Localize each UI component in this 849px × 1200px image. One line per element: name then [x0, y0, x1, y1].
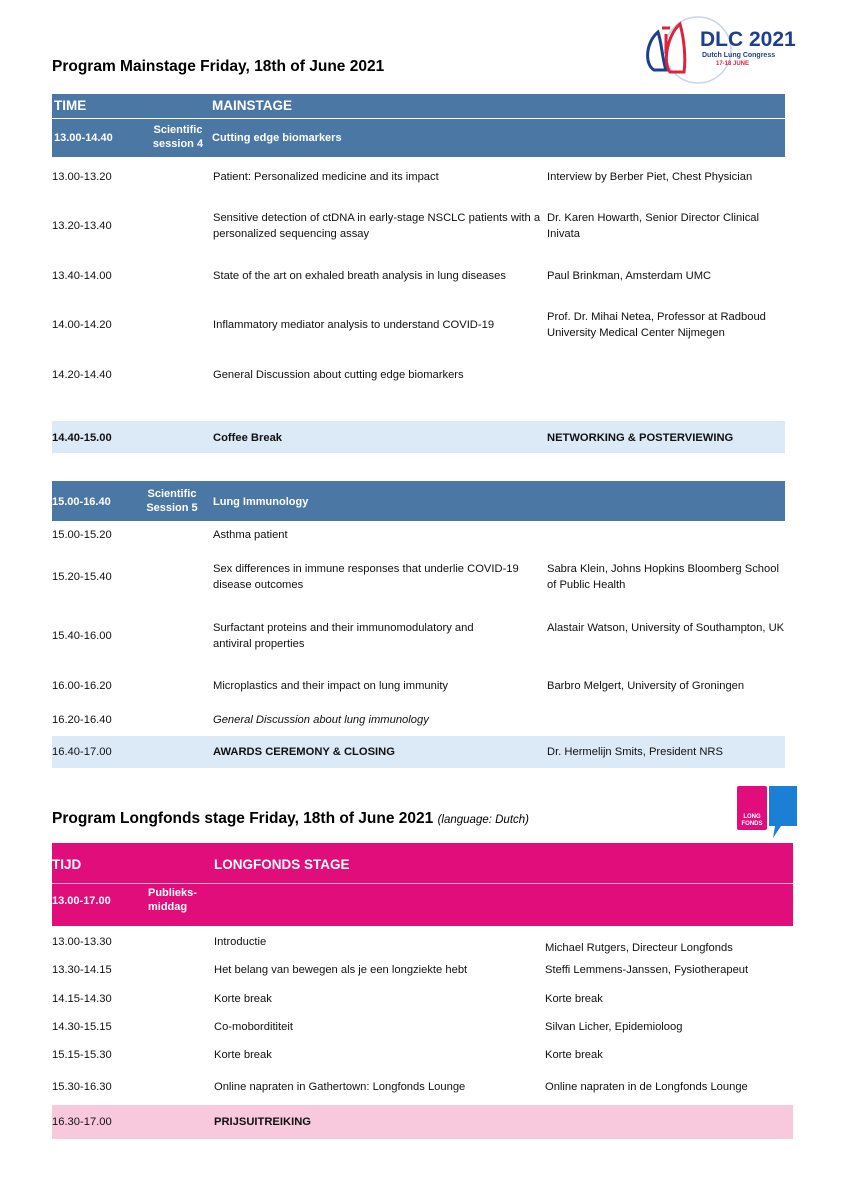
row-topic: PRIJSUITREIKING [214, 1116, 311, 1128]
row-time: 14.15-14.30 [52, 993, 112, 1005]
logo-subtitle: Dutch Lung Congress [702, 52, 776, 59]
row-time: 16.30-17.00 [52, 1116, 112, 1128]
row-topic: Surfactant proteins and their immunomodulatory and antiviral properties [213, 622, 474, 650]
session-4-header [52, 119, 785, 157]
session-title: Cutting edge biomarkers [212, 132, 342, 144]
row-speaker: Silvan Licher, Epidemioloog [545, 1021, 683, 1033]
row-topic: AWARDS CEREMONY & CLOSING [213, 746, 395, 758]
row-time: 15.20-15.40 [52, 571, 112, 583]
row-speaker: Korte break [545, 1049, 603, 1061]
logo-title: DLC 2021 [700, 28, 796, 51]
logo-dates: 17-18 JUNE [716, 61, 750, 67]
row-time: 13.00-13.20 [52, 171, 112, 183]
session-label: Publieks-middag [148, 887, 197, 913]
mainstage-table-header [52, 94, 785, 118]
row-time: 13.20-13.40 [52, 220, 112, 232]
row-time: 14.30-15.15 [52, 1021, 112, 1033]
session-label: Scientific Session 5 [146, 488, 198, 514]
stage-column-header: MAINSTAGE [212, 98, 292, 113]
row-topic: Sensitive detection of ctDNA in early-stage NSCLC patients with a personalized sequencing assay [213, 212, 541, 240]
row-topic: Microplastics and their impact on lung immunity [213, 680, 449, 692]
row-speaker: Dr. Karen Howarth, Senior Director Clinical Inivata [547, 212, 760, 240]
row-topic: Korte break [214, 993, 272, 1005]
session-label: Scientific session 4 [152, 124, 204, 150]
time-column-header: TIJD [52, 857, 82, 872]
row-time: 16.40-17.00 [52, 746, 112, 758]
row-speaker: Korte break [545, 993, 603, 1005]
session-time: 13.00-14.40 [54, 132, 113, 144]
row-time: 16.20-16.40 [52, 714, 112, 726]
awards-row [52, 736, 785, 768]
row-time: 13.30-14.15 [52, 964, 112, 976]
mainstage-heading: Program Mainstage Friday, 18th of June 2021 [52, 58, 385, 75]
longfonds-heading [52, 810, 529, 828]
row-topic: Sex differences in immune responses that underlie COVID-19 disease outcomes [213, 563, 519, 591]
row-speaker: Paul Brinkman, Amsterdam UMC [547, 270, 712, 282]
row-time: 14.40-15.00 [52, 432, 112, 444]
row-speaker: Sabra Klein, Johns Hopkins Bloomberg School of Public Health [547, 563, 779, 591]
time-column-header: TIME [54, 98, 87, 113]
row-speaker: Prof. Dr. Mihai Netea, Professor at Radboud University Medical Center Nijmegen [547, 311, 766, 339]
row-topic: Online napraten in Gathertown: Longfonds Lounge [214, 1081, 466, 1093]
row-topic: Asthma patient [213, 529, 288, 541]
prijsuitreiking-row [52, 1105, 793, 1139]
row-time: 15.40-16.00 [52, 630, 112, 642]
row-topic: Coffee Break [213, 432, 283, 444]
row-topic: Het belang van bewegen als je een longziekte hebt [214, 964, 468, 976]
longfonds-table-header [52, 843, 793, 883]
row-time: 14.20-14.40 [52, 369, 112, 381]
row-time: 13.00-13.30 [52, 936, 112, 948]
heading-text: Program Longfonds stage Friday, 18th of June 2021 [52, 810, 434, 827]
session-title: Lung Immunology [213, 496, 309, 508]
row-topic: State of the art on exhaled breath analysis in lung diseases [213, 270, 506, 282]
row-speaker: Dr. Hermelijn Smits, President NRS [547, 746, 723, 758]
row-speaker: Interview by Berber Piet, Chest Physician [547, 171, 753, 183]
heading-note: (language: Dutch) [437, 814, 529, 826]
row-time: 13.40-14.00 [52, 270, 112, 282]
longfonds-logo [737, 786, 799, 840]
row-time: 15.30-16.30 [52, 1081, 112, 1093]
row-topic: Patient: Personalized medicine and its impact [213, 171, 439, 183]
row-topic: General Discussion about cutting edge biomarkers [213, 369, 464, 381]
row-speaker: Barbro Melgert, University of Groningen [547, 680, 745, 692]
coffee-break-row [52, 421, 785, 453]
row-speaker: Online napraten in de Longfonds Lounge [545, 1081, 748, 1093]
row-topic: Inflammatory mediator analysis to understand COVID-19 [213, 319, 495, 331]
dlc-2021-logo [640, 14, 796, 86]
stage-column-header: LONGFONDS STAGE [214, 857, 350, 872]
row-speaker: Steffi Lemmens-Janssen, Fysiotherapeut [545, 964, 749, 976]
longfonds-logo-text: LONG FONDS [741, 814, 763, 827]
session-time: 13.00-17.00 [52, 895, 111, 907]
row-time: 15.15-15.30 [52, 1049, 112, 1061]
row-topic: Introductie [214, 936, 267, 948]
row-time: 16.00-16.20 [52, 680, 112, 692]
row-speaker: Alastair Watson, University of Southampton, UK [547, 622, 785, 634]
session-5-header [52, 481, 785, 521]
publieksmiddag-header [52, 884, 793, 926]
row-time: 14.00-14.20 [52, 319, 112, 331]
row-speaker: NETWORKING & POSTERVIEWING [547, 432, 734, 444]
session-time: 15.00-16.40 [52, 496, 111, 508]
row-time: 15.00-15.20 [52, 529, 112, 541]
row-topic: Korte break [214, 1049, 272, 1061]
row-speaker: Michael Rutgers, Directeur Longfonds [545, 942, 733, 954]
row-topic: General Discussion about lung immunology [213, 714, 429, 726]
row-topic: Co-mobordititeit [214, 1021, 293, 1033]
